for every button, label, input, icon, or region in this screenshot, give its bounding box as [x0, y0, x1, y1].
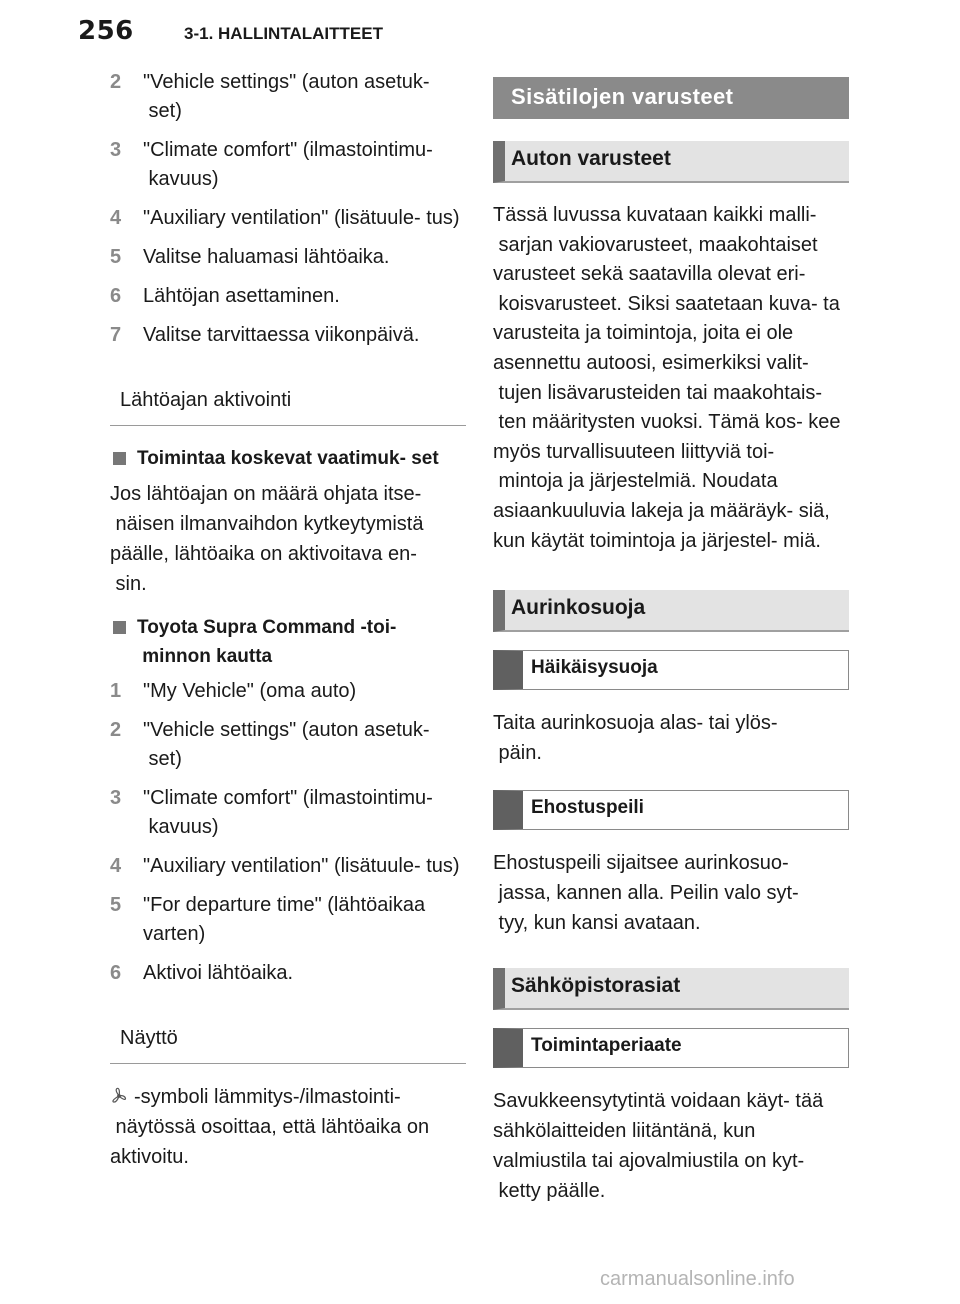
list-item: [110, 321, 466, 350]
step-number: 2: [110, 719, 122, 741]
step-number: 4: [110, 855, 122, 877]
left-column: [110, 68, 466, 1186]
steps-list-a: [110, 68, 466, 350]
step-number: 6: [110, 285, 122, 307]
step-text: Valitse haluamasi lähtöaika.: [143, 246, 390, 268]
list-item: [110, 891, 463, 949]
step-text: Valitse tarvittaessa viikonpäivä.: [143, 324, 420, 346]
sub-heading-display: Näyttö: [110, 1018, 466, 1064]
step-number: 3: [110, 139, 122, 161]
step-text: "Climate comfort" (ilmastointimu- kavuus): [143, 139, 433, 190]
list-item: [110, 716, 468, 774]
square-bullet-icon: [113, 621, 126, 634]
step-number: 2: [110, 71, 122, 93]
fan-timer-symbol-icon: [110, 1087, 128, 1105]
list-item: [110, 282, 466, 311]
paragraph-vanity-mirror: Ehostuspeili sijaitsee aurinkosuo- jassa, kannen alla. Peilin valo syt- tyy, kun kansi avataan.: [493, 852, 799, 935]
bullet-heading-command: [110, 613, 452, 671]
step-number: 1: [110, 680, 122, 702]
list-item: [110, 784, 468, 842]
step-number: 6: [110, 962, 122, 984]
list-item: [110, 852, 468, 881]
subtitle-vehicle-equipment: Auton varusteet: [493, 141, 849, 183]
step-text: "Vehicle settings" (auton asetuk- set): [143, 71, 430, 122]
step-text: "Auxiliary ventilation" (lisätuule- tus): [143, 207, 460, 229]
bullet-heading-requirements: [110, 444, 452, 473]
list-item: [110, 243, 466, 272]
sub-heading-activation: Lähtöajan aktivointi: [110, 380, 466, 426]
list-item: [110, 959, 466, 988]
steps-list-b: [110, 677, 466, 988]
paragraph-equipment: Tässä luvussa kuvataan kaikki malli- sarjan vakiovarusteet, maakohtaiset varusteet sekä saatavilla olevat eri- koisvarusteet. Siksi saatetaan kuva- ta varusteita ja toimintoja, joita ei ole asennettu autoosi, esimerkiksi valit- tujen lisävarusteiden tai maakohtais- ten määritysten vuoksi. Tämä kos- kee myös turvallisuuteen liittyviä toi- mintoja ja järjestelmiä. Noudata asiaankuuluvia lakeja ja määräyk- siä, kun käytät toimintoja ja järjestel- miä.: [493, 204, 841, 552]
subtitle-sun-visor: Aurinkosuoja: [493, 590, 849, 632]
page-number: 256: [78, 16, 134, 46]
step-text: "For departure time" (lähtöaikaa varten): [143, 894, 426, 945]
paragraph-display: [110, 1082, 455, 1172]
step-number: 4: [110, 207, 122, 229]
page-header: [0, 0, 960, 64]
list-item: [110, 677, 466, 706]
box-title-glare-shield: Häikäisysuoja: [493, 650, 849, 690]
chapter-title: 3-1. HALLINTALAITTEET: [184, 24, 383, 43]
subtitle-power-sockets: Sähköpistorasiat: [493, 968, 849, 1010]
right-column: [493, 77, 849, 1220]
step-number: 3: [110, 787, 122, 809]
step-number: 5: [110, 246, 122, 268]
bullet-text: Toimintaa koskevat vaatimuk- set: [137, 448, 439, 469]
step-text: Aktivoi lähtöaika.: [143, 962, 294, 984]
box-title-vanity-mirror: Ehostuspeili: [493, 790, 849, 830]
step-text: "Vehicle settings" (auton asetuk- set): [143, 719, 430, 770]
section-title-interior: Sisätilojen varusteet: [493, 77, 849, 119]
step-text: "Auxiliary ventilation" (lisätuule- tus): [143, 855, 460, 877]
watermark-text: carmanualsonline.info: [600, 1268, 795, 1290]
box-title-operating-principle: Toimintaperiaate: [493, 1028, 849, 1068]
step-text: "Climate comfort" (ilmastointimu- kavuus): [143, 787, 433, 838]
bullet-text: Toyota Supra Command -toi- minnon kautta: [137, 617, 397, 667]
list-item: [110, 68, 468, 126]
step-number: 5: [110, 894, 122, 916]
step-text: "My Vehicle" (oma auto): [143, 680, 357, 702]
paragraph-requirements: Jos lähtöajan on määrä ohjata itse- näisen ilmanvaihdon kytkeytymistä päälle, lähtöaika on aktivoitava en- sin.: [110, 483, 424, 595]
display-text: -symboli lämmitys-/ilmastointi- näytössä osoittaa, että lähtöaika on aktivoitu.: [110, 1086, 430, 1168]
list-item: [110, 204, 468, 233]
paragraph-glare-shield: Taita aurinkosuoja alas- tai ylös- päin.: [493, 712, 778, 765]
list-item: [110, 136, 468, 194]
paragraph-power-socket: Savukkeensytytintä voidaan käyt- tää sähkölaitteiden liitäntänä, kun valmiustila tai ajovalmiustila on kyt- ketty päälle.: [493, 1090, 824, 1203]
square-bullet-icon: [113, 452, 126, 465]
step-text: Lähtöjan asettaminen.: [143, 285, 340, 307]
step-number: 7: [110, 324, 122, 346]
